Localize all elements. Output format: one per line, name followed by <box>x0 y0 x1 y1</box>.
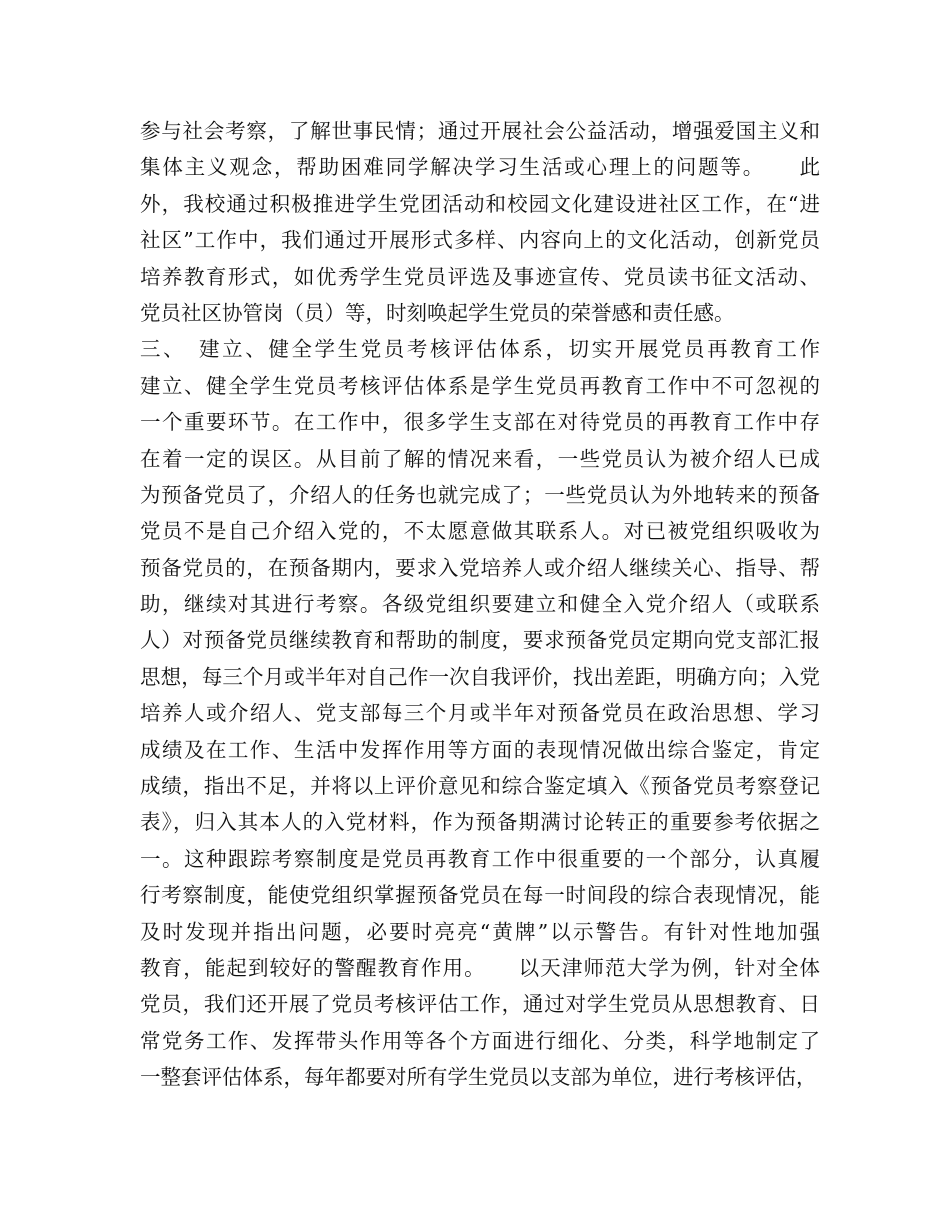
section-heading: 三、 建立、健全学生党员考核评估体系，切实开展党员再教育工作 <box>140 337 820 362</box>
text-line: 预备党员的，在预备期内，要求入党培养人或介绍人继续关心、指导、帮 <box>140 555 820 580</box>
text-line: 一。这种跟踪考察制度是党员再教育工作中很重要的一个部分，认真履 <box>140 846 820 871</box>
text-line: 助，继续对其进行考察。各级党组织要建立和健全入党介绍人（或联系 <box>140 592 820 617</box>
text-line: 表》，归入其本人的入党材料，作为预备期满讨论转正的重要参考依据之 <box>140 810 820 835</box>
text-line: 及时发现并指出问题，必要时亮亮“黄牌”以示警告。有针对性地加强 <box>140 919 820 944</box>
text-line: 在着一定的误区。从目前了解的情况来看，一些党员认为被介绍人已成 <box>140 446 820 471</box>
text-line: 党员，我们还开展了党员考核评估工作，通过对学生党员从思想教育、日 <box>140 992 820 1017</box>
text-line: 教育，能起到较好的警醒教育作用。 以天津师范大学为例，针对全体 <box>140 955 820 980</box>
text-line: 党员社区协管岗（员）等，时刻唤起学生党员的荣誉感和责任感。 <box>140 300 735 325</box>
text-line: 建立、健全学生党员考核评估体系是学生党员再教育工作中不可忽视的 <box>140 373 820 398</box>
text-line: 一整套评估体系，每年都要对所有学生党员以支部为单位，进行考核评估， <box>140 1065 817 1090</box>
text-line: 外，我校通过积极推进学生党团活动和校园文化建设进社区工作，在“进 <box>140 191 820 216</box>
text-line: 成绩及在工作、生活中发挥作用等方面的表现情况做出综合鉴定，肯定 <box>140 737 820 762</box>
text-line: 行考察制度，能使党组织掌握预备党员在每一时间段的综合表现情况，能 <box>140 883 820 908</box>
text-line: 为预备党员了，介绍人的任务也就完成了；一些党员认为外地转来的预备 <box>140 482 820 507</box>
body-text <box>140 113 820 1096</box>
text-line: 党员不是自己介绍入党的，不太愿意做其联系人。对已被党组织吸收为 <box>140 519 820 544</box>
text-line: 参与社会考察，了解世事民情；通过开展社会公益活动，增强爱国主义和 <box>140 119 820 143</box>
text-line: 思想，每三个月或半年对自己作一次自我评价，找出差距，明确方向；入党 <box>140 664 820 689</box>
text-line: 常党务工作、发挥带头作用等各个方面进行细化、分类，科学地制定了 <box>140 1028 820 1053</box>
text-line: 集体主义观念，帮助困难同学解决学习生活或心理上的问题等。 此 <box>140 155 820 180</box>
text-line: 培养教育形式，如优秀学生党员评选及事迹宣传、党员读书征文活动、 <box>140 264 820 289</box>
text-line: 成绩，指出不足，并将以上评价意见和综合鉴定填入《预备党员考察登记 <box>140 774 820 799</box>
text-line: 一个重要环节。在工作中，很多学生支部在对待党员的再教育工作中存 <box>140 410 820 435</box>
text-line: 社区”工作中，我们通过开展形式多样、内容向上的文化活动，创新党员 <box>140 228 820 253</box>
text-line: 人）对预备党员继续教育和帮助的制度，要求预备党员定期向党支部汇报 <box>140 628 820 653</box>
text-line: 培养人或介绍人、党支部每三个月或半年对预备党员在政治思想、学习 <box>140 701 820 726</box>
